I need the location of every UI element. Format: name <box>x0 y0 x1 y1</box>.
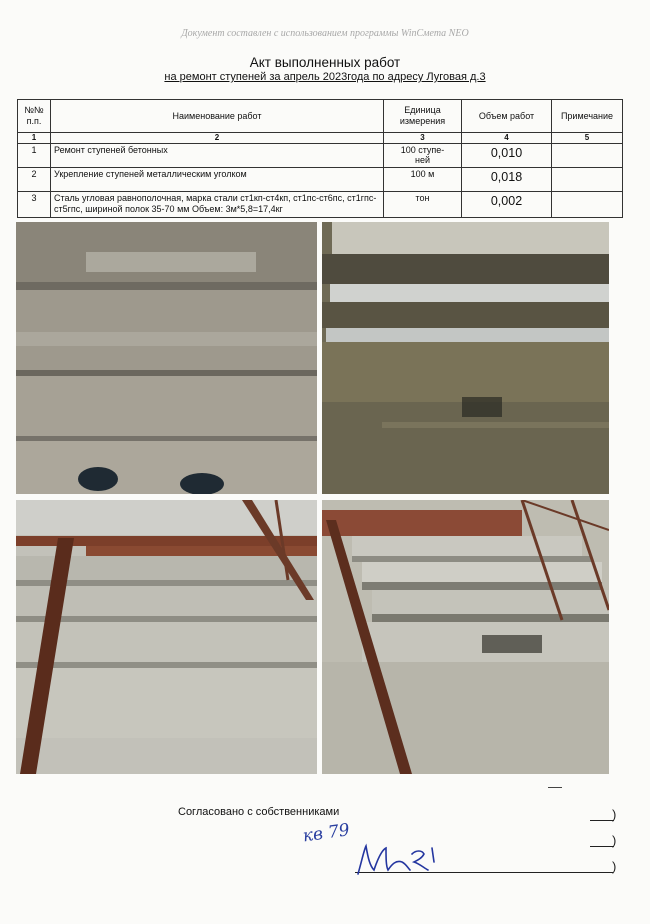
owner-signature <box>352 840 452 880</box>
header-unit: Единица измерения <box>384 100 462 133</box>
header-num: №№ п.п. <box>18 100 51 133</box>
row-volume: 0,002 <box>462 192 552 218</box>
signature-line-1 <box>590 820 614 821</box>
photo-repaired-steps <box>322 500 609 774</box>
works-table <box>17 99 623 218</box>
row-name: Ремонт ступеней бетонных <box>51 143 384 168</box>
column-number: 1 <box>18 133 51 144</box>
column-numbers-row <box>18 133 623 144</box>
signature-line-2 <box>590 846 614 847</box>
row-name: Укрепление ступеней металлическим уголком <box>51 168 384 192</box>
header-name: Наименование работ <box>51 100 384 133</box>
handwritten-number-text: кв 79 <box>301 820 351 846</box>
handwritten-apartment-number <box>298 810 358 846</box>
row-note <box>552 168 623 192</box>
row-num: 1 <box>18 143 51 168</box>
agreed-with-owners-label: Согласовано с собственниками <box>178 806 340 818</box>
table-header-row <box>18 100 623 133</box>
column-number: 5 <box>552 133 623 144</box>
header-volume: Объем работ <box>462 100 552 133</box>
photo-steps-with-metal-edges <box>322 222 609 494</box>
table-row <box>18 143 623 168</box>
table-row <box>18 168 623 192</box>
photo-steps-with-angle-iron <box>16 500 317 774</box>
row-num: 3 <box>18 192 51 218</box>
table-row <box>18 192 623 218</box>
row-num: 2 <box>18 168 51 192</box>
photo-worn-steps-closeup <box>16 222 317 494</box>
column-number: 2 <box>51 133 384 144</box>
column-number: 3 <box>384 133 462 144</box>
row-volume: 0,018 <box>462 168 552 192</box>
row-unit: 100 м <box>384 168 462 192</box>
row-note <box>552 192 623 218</box>
row-unit: 100 ступе- ней <box>384 143 462 168</box>
closing-paren: ) <box>612 833 617 848</box>
document-title: Акт выполненных работ <box>249 55 401 70</box>
closing-paren: ) <box>612 859 617 874</box>
row-unit: тон <box>384 192 462 218</box>
watermark: Документ составлен с использованием программы WinСмета NEO <box>181 28 469 39</box>
document-subtitle: на ремонт ступеней за апрель 2023года по адресу Луговая д.3 <box>164 71 486 83</box>
pen-mark <box>548 787 562 788</box>
column-number: 4 <box>462 133 552 144</box>
row-name: Сталь угловая равнополочная, марка стали ст1кп-ст4кп, ст1пс-ст6пс, ст1гпс-ст5гпс, шириной полок 35-70 мм Объем: 3м*5,8=17,4кг <box>51 192 384 218</box>
row-note <box>552 143 623 168</box>
header-note: Примечание <box>552 100 623 133</box>
row-volume: 0,010 <box>462 143 552 168</box>
closing-paren: ) <box>612 807 617 822</box>
